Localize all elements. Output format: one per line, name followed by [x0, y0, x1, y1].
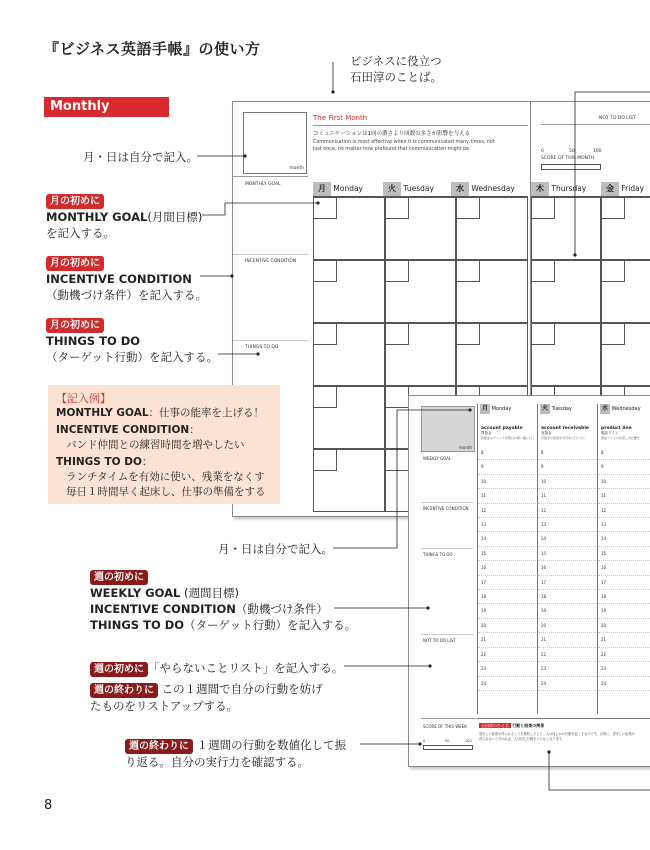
monthly-goal-suffix: を記入する。	[46, 226, 115, 240]
weekly-incentive-label: INCENTIVE CONDITION	[423, 506, 469, 511]
hour-label: 16	[478, 561, 538, 575]
hour-label: 11	[598, 489, 650, 503]
example-incentive-text: バンド仲間との練習時間を増やしたい	[66, 439, 245, 451]
hour-label: 12	[478, 504, 538, 518]
hour-label: 22	[598, 648, 650, 662]
hour-label: 22	[478, 648, 538, 662]
week-term-jp: 製品ライン	[601, 431, 619, 435]
hour-label: 24	[478, 677, 538, 691]
first-month-title: The First Month	[313, 114, 368, 122]
hour-label: 8	[598, 446, 650, 460]
quote-jp: コミュニケーションは1回の濃さより回数の多さが影響を与える	[313, 131, 471, 137]
things-label: THINGS TO DO	[245, 345, 279, 350]
day-kanji: 月	[481, 405, 488, 412]
day-name: Wednesday	[471, 184, 515, 193]
week-score-tick-0: 0	[423, 739, 426, 743]
day-kanji: 火	[541, 405, 548, 412]
monthly-date-note: 月・日は自分で記入。	[83, 150, 198, 164]
things-text: THINGS TO DO	[46, 334, 141, 348]
top-note-line1: ビジネスに役立つ	[350, 54, 442, 68]
hour-label: 21	[598, 633, 650, 647]
hour-label: 17	[538, 576, 598, 590]
hour-label: 13	[478, 518, 538, 532]
weekly-things-suffix: （ターゲット行動）を記入する。	[184, 618, 357, 632]
hour-label: 9	[598, 460, 650, 474]
week-score-tick-100: 100	[465, 739, 472, 743]
hour-label: 21	[538, 633, 598, 647]
day-kanji: 月	[313, 182, 331, 196]
day-name: Tuesday	[403, 184, 434, 193]
weekly-goal-text: WEEKLY GOAL	[90, 586, 181, 600]
day-kanji: 水	[451, 182, 469, 196]
hour-label: 10	[538, 475, 598, 489]
hour-label: 11	[538, 489, 598, 503]
hour-label: 8	[538, 446, 598, 460]
week-end-tag: 週の終わりに	[125, 739, 193, 754]
day-kanji: 木	[531, 182, 549, 196]
connector-right-top	[575, 92, 650, 255]
hour-label: 9	[538, 460, 598, 474]
day-kanji: 水	[601, 405, 608, 412]
hour-label: 15	[598, 547, 650, 561]
hour-label: 19	[538, 604, 598, 618]
section-badge: Monthly Planner	[44, 97, 169, 117]
weekly-notdo-label: NOT TO DO LIST	[423, 638, 456, 643]
example-header: 【記入例】	[56, 392, 111, 405]
week-score-label: SCORE OF THIS WEEK	[423, 724, 467, 729]
quote-en-2: just once, no matter how profound that communication might be.	[313, 147, 471, 152]
hour-label: 14	[538, 532, 598, 546]
month-label: month	[289, 166, 304, 171]
weekly-date-note: 月・日は自分で記入。	[218, 542, 333, 556]
hour-label: 20	[478, 619, 538, 633]
connector-monthly-goal	[202, 203, 318, 215]
hour-label: 12	[598, 504, 650, 518]
week-end-text-1: この１週間で自分の行動を妨げ	[161, 682, 323, 696]
week-score-text-2: り返る。自分の実行力を確認する。	[125, 755, 309, 769]
weekly-incentive-text: INCENTIVE CONDITION	[90, 602, 236, 616]
hour-label: 18	[478, 590, 538, 604]
week-start-tag: 週の初めに	[90, 570, 148, 585]
page-title: 『ビジネス英語手帳』の使い方	[44, 40, 261, 58]
example-goal-text: ：仕事の能率を上げる！	[148, 407, 265, 419]
score-tick-50: 50	[569, 149, 575, 154]
example-things-colon: ：	[141, 456, 153, 468]
hour-label: 9	[478, 460, 538, 474]
hour-label: 19	[598, 604, 650, 618]
top-note-line2: 石田淳のことば。	[350, 70, 442, 84]
weekly-things-label: THINGS TO DO	[423, 552, 453, 557]
example-things-text-1: ランチタイムを有効に使い、残業をなくす	[66, 471, 265, 483]
day-kanji: 金	[601, 182, 619, 196]
score-month-label: SCORE OF THIS MONTH	[541, 156, 595, 161]
week-term-note: 売掛金の回収を今月中に行いたい	[541, 436, 587, 440]
week-end-text-2: たものをリストアップする。	[90, 699, 239, 713]
week-term: product line	[601, 426, 632, 431]
things-suffix: （ターゲット行動）を記入する。	[46, 350, 219, 364]
day-name: Monday	[491, 406, 512, 412]
hour-label: 13	[538, 518, 598, 532]
example-incentive-label: INCENTIVE CONDITION	[56, 424, 190, 436]
week-term: account receivable	[541, 426, 589, 431]
monthly-goal-text: MONTHLY GOAL	[46, 210, 148, 224]
weekly-things-text: THINGS TO DO	[90, 618, 185, 632]
week-end-tag: 週の終わりに	[90, 683, 158, 698]
hour-label: 23	[478, 662, 538, 676]
tip-text-1: 望ましい結果が得られることを期待した上で、人は何らかの行動を起こすものです。目的に、望ましい結果が	[479, 732, 635, 736]
incentive-label: INCENTIVE CONDITION	[245, 259, 297, 264]
hour-label: 14	[598, 532, 650, 546]
weekly-goal-paren: (週間目標)	[183, 586, 239, 600]
day-kanji: 火	[383, 182, 401, 196]
hour-label: 14	[478, 532, 538, 546]
hour-label: 11	[478, 489, 538, 503]
tip-title: 行動と結果の関係	[512, 723, 545, 728]
hour-label: 8	[478, 446, 538, 460]
hour-label: 21	[478, 633, 538, 647]
tip-tag: 石田淳のひと言	[481, 723, 509, 728]
incentive-text: INCENTIVE CONDITION	[46, 272, 192, 286]
example-things-label: THINGS TO DO	[56, 456, 142, 468]
quote-en-1: Communication is most effective when it is communicated many times, not	[313, 140, 495, 145]
hour-label: 24	[538, 677, 598, 691]
example-things-text-2: 毎日１時間早く起床し、仕事の準備をする	[66, 486, 266, 498]
monthly-goal-label: MONTHLY GOAL	[245, 182, 281, 187]
hour-label: 17	[598, 576, 650, 590]
page-number: 8	[44, 798, 53, 813]
month-start-tag: 月の初めに	[46, 194, 104, 209]
hour-label: 15	[538, 547, 598, 561]
hour-label: 17	[478, 576, 538, 590]
hour-label: 12	[538, 504, 598, 518]
hour-label: 10	[478, 475, 538, 489]
hour-label: 20	[538, 619, 598, 633]
incentive-suffix: （動機づけ条件）を記入する。	[46, 288, 207, 302]
week-month-label: month	[459, 445, 472, 450]
day-name: Friday	[621, 184, 645, 193]
day-name: Wednesday	[611, 406, 641, 412]
week-term-note: 製品ラインの見直しが必要だ	[601, 436, 640, 440]
hour-label: 19	[478, 604, 538, 618]
week-start-tag: 週の初めに	[90, 662, 148, 677]
day-name: Tuesday	[551, 406, 572, 412]
hour-label: 20	[598, 619, 650, 633]
week-term: account payable	[481, 426, 523, 431]
connector-week-date	[333, 410, 470, 548]
hour-label: 18	[538, 590, 598, 604]
hour-label: 23	[538, 662, 598, 676]
connector-tip	[549, 752, 650, 790]
not-to-do-label: NOT TO DO LIST	[599, 116, 636, 121]
week-score-tick-50: 50	[445, 739, 450, 743]
monthly-goal-paren: (月間目標)	[147, 210, 203, 224]
month-start-tag: 月の初めに	[46, 256, 104, 271]
week-term-note: 買掛金のチェックを明日の朝一番に行う	[481, 436, 535, 440]
score-tick-0: 0	[541, 149, 544, 154]
day-name: Thursday	[551, 184, 587, 193]
hour-label: 23	[598, 662, 650, 676]
hour-label: 13	[598, 518, 650, 532]
weekly-incentive-paren: （動機づけ条件）	[235, 602, 328, 616]
weekly-goal-label: WEEKLY GOAL	[423, 456, 452, 461]
hour-label: 16	[538, 561, 598, 575]
example-goal-label: MONTHLY GOAL	[56, 407, 149, 419]
week-term-jp: 売掛金	[541, 431, 552, 435]
week-score-text-1: １週間の行動を数値化して振	[196, 738, 347, 752]
hour-label: 22	[538, 648, 598, 662]
tip-text-2: 得られないと分かれば、人は同じ行動をとらなくなります。	[479, 737, 565, 741]
example-incentive-colon: ：	[189, 424, 200, 436]
notdo-text: 「やらないことリスト」を記入する。	[148, 661, 344, 675]
score-tick-100: 100	[593, 149, 602, 154]
month-start-tag: 月の初めに	[46, 318, 104, 333]
hour-label: 18	[598, 590, 650, 604]
hour-label: 24	[598, 677, 650, 691]
hour-label: 15	[478, 547, 538, 561]
week-term-jp: 買掛金	[481, 431, 492, 435]
hour-label: 16	[598, 561, 650, 575]
hour-label: 10	[598, 475, 650, 489]
day-name: Monday	[333, 184, 363, 193]
